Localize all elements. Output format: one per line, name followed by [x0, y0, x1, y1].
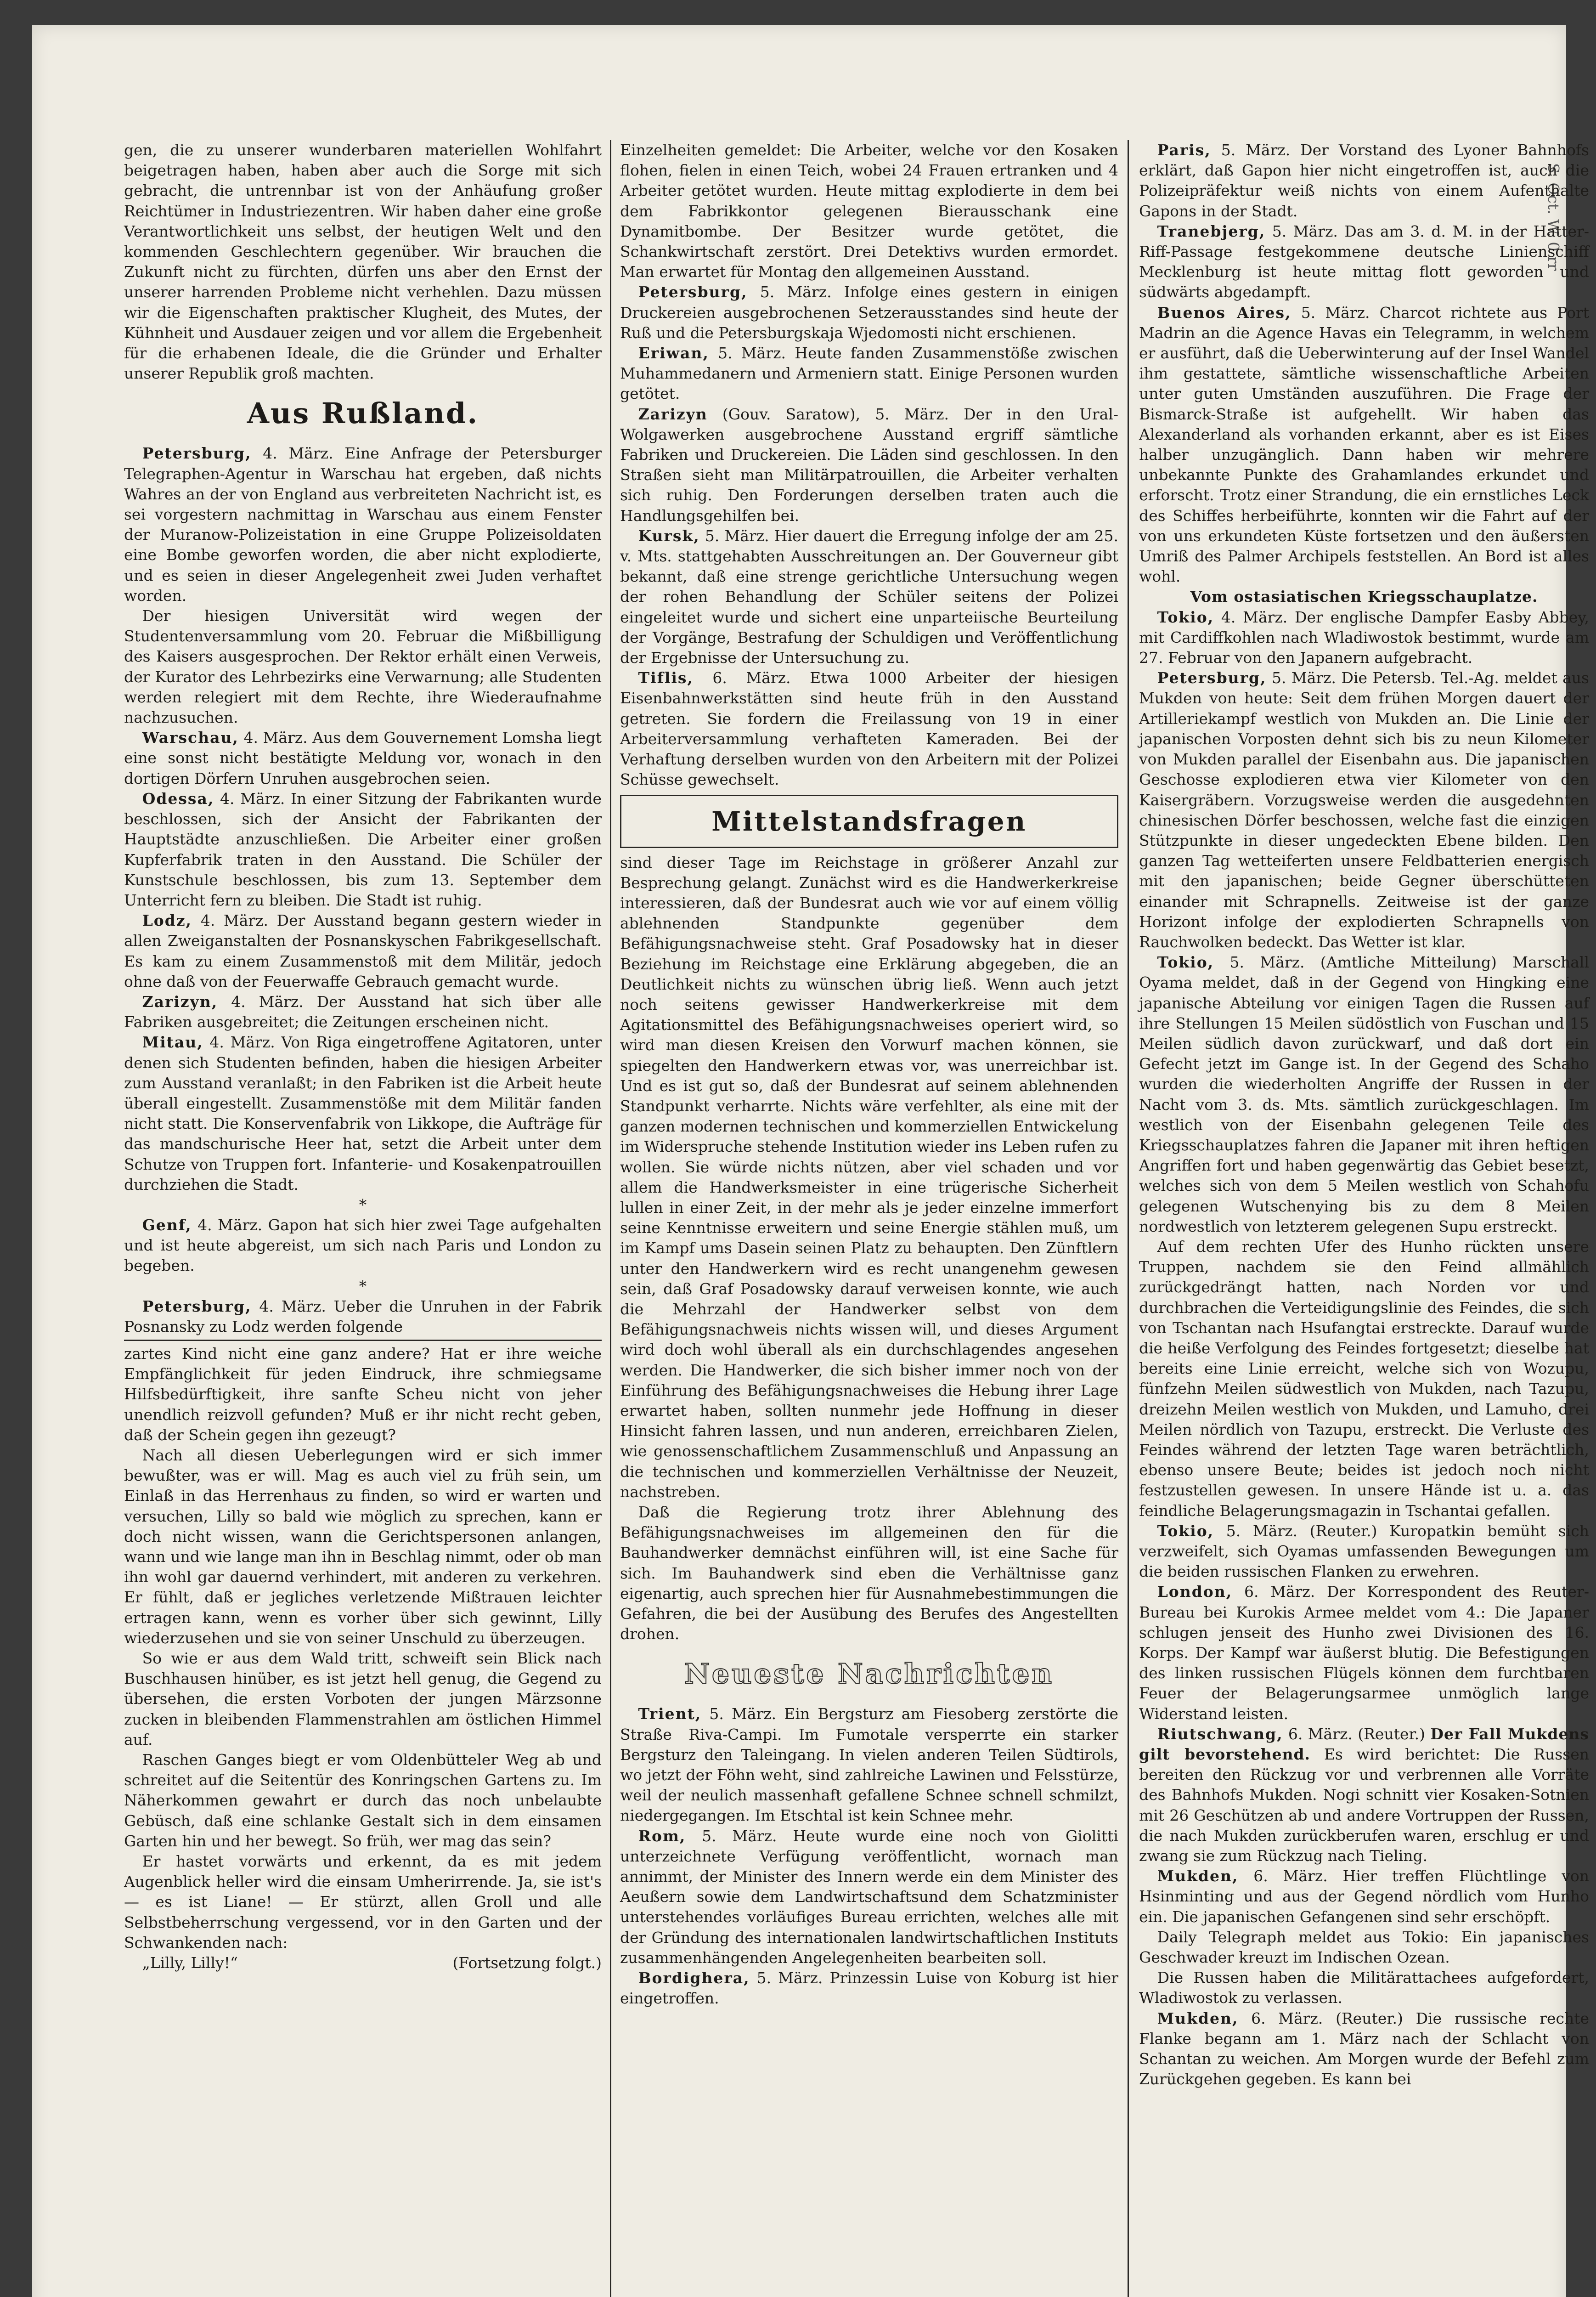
- dateline-place: Eriwan,: [638, 344, 709, 362]
- dateline-place: Tiflis,: [638, 669, 694, 687]
- dateline-place: Tokio,: [1157, 608, 1214, 626]
- dispatch: [620, 343, 1118, 404]
- dispatch-text: 4. März. Aus dem Gouvernement Lomsha liegt eine sonst nicht bestätigte Meldung vor, wonach in den dortigen Dörfern Unruhen ausgebrochen seien.: [124, 729, 602, 787]
- dateline-place: Buenos Aires,: [1157, 303, 1291, 322]
- dispatch: [124, 992, 602, 1032]
- paragraph: Der hiesigen Universität wird wegen der Studentenversammlung vom 20. Februar die Mißbilligung des Kaisers ausgesprochen. Der Rektor erhält einen Verweis, der Kurator des Lehrbezirks eine Verwarnung; alle Studenten werden relegiert mit dem Rechte, ihre Wiederaufnahme nachzusuchen.: [124, 607, 602, 727]
- dispatch: [620, 282, 1118, 343]
- dispatch: [620, 526, 1118, 668]
- dispatch-text: (Gouv. Saratow), 5. März. Der in den Ural-Wolgawerken ausgebrochene Ausstand ergriff sämtliche Fabriken und Druckereien. Die Läden sind geschlossen. In den Straßen sieht man Militärpatrouillen, die Arbeiter verhalten sich ruhig. Den Forderungen derselben traten auch die Handlungsgehilfen bei.: [620, 405, 1118, 525]
- dispatch: [620, 668, 1118, 790]
- section-separator-star: *: [359, 1277, 367, 1295]
- dispatch-text: 5. März. Ein Bergsturz am Fiesoberg zerstörte die Straße Riva-Campi. Im Fumotale versperrte ein starker Bergsturz den Taleingang. In vielen anderen Teilen Südtirols, wo jetzt der Föhn weht, sind zahlreiche Lawinen und Felsstürze, weil der neulich massenhaft gefallene Schnee schnell schmilzt, niedergegangen. Im Etschtal ist kein Schnee mehr.: [620, 1705, 1118, 1825]
- dispatch: [620, 1968, 1118, 2008]
- subheading-war-theatre: Vom ostasiatischen Kriegsschauplatze.: [1190, 588, 1538, 606]
- dispatch-text: 5. März. Der Vorstand des Lyoner Bahnhofs erklärt, daß Gapon hier nicht eingetroffen ist, auch die Polizeipräfektur weiß nichts von einem Aufenthalte Gapons in der Stadt.: [1139, 141, 1589, 220]
- closing-quote: „Lilly, Lilly!“: [142, 1954, 238, 1972]
- dispatch-text: 5. März. Hier dauert die Erregung infolge der am 25. v. Mts. stattgehabten Ausschreitungen an. Der Gouverneur gibt bekannt, daß eine strenge gerichtliche Untersuchung wegen der rohen Behandlung der Schüler seitens der Polizei eingeleitet wurde und sichert eine unparteiische Beurteilung der Vorgänge, Bestrafung der Schuldigen und Veröffentlichung der Ergebnisse der Untersuchung zu.: [620, 526, 1118, 667]
- dispatch-text: 4. März. Ueber die Unruhen in der Fabrik Posnansky zu Lodz werden folgende: [124, 1297, 602, 1335]
- paragraph: Auf dem rechten Ufer des Hunho rückten unsere Truppen, nachdem sie den Feind allmählich zurückgedrängt hatten, nach Norden vor und durchbrachen die Verteidigungslinie des Feindes, die sich von Tschantan nach Hsufangtai erstreckte. Darauf wurde die heiße Verfolgung des Feindes fortgesetzt; dieselbe hat bereits eine Linie erreicht, welche sich von Wozupu, fünfzehn Meilen südwestlich von Mukden, nach Tazupu, dreizehn Meilen westlich von Mukden, und Lamuho, drei Meilen nördlich von Tazupu, erstreckt. Die Verluste des Feindes während der letzten Tage waren beträchtlich, ebenso unsere Beute; beides ist jedoch noch nicht festzustellen gewesen. In unsere Hände ist u. a. das feindliche Belagerungsmagazin in Tschantai gefallen.: [1139, 1237, 1589, 1520]
- dateline-place: Paris,: [1157, 141, 1211, 159]
- dateline-place: Kursk,: [638, 526, 700, 545]
- dispatch-text: 4. März. Der Ausstand hat sich über alle Fabriken ausgebreitet; die Zeitungen erscheinen nicht.: [124, 992, 602, 1031]
- dispatch: [1139, 2008, 1589, 2090]
- dispatch: [1139, 140, 1589, 221]
- feuilleton-paragraph: Nach all diesen Ueberlegungen wird er sich immer bewußter, was er will. Mag es auch viel zu früh sein, um Einlaß in das Herrenhaus zu finden, so wird er warten und versuchen, Lilly so bald wie möglich zu sprechen, kann er doch nicht wissen, wann die Gerichtspersonen anlangen, wann und wie lange man ihn in Beschlag nimmt, oder ob man ihn wohl gar dauernd verhindert, mit anderen zu verkehren. Er fühlt, daß er jegliches verletzende Mißtrauen leichter ertragen kann, wenn es vorher über sich gewinnt, Lilly wiederzusehen und sie von seiner Unschuld zu überzeugen.: [124, 1446, 602, 1647]
- dispatch: [1139, 303, 1589, 587]
- dateline-place: Mitau,: [142, 1033, 203, 1052]
- dispatch: [124, 911, 602, 992]
- feuilleton-paragraph: zartes Kind nicht eine ganz andere? Hat er ihre weiche Empfänglichkeit für jeden Eindruck, ihre schmiegsame Hilfsbedürftigkeit, ihre sanfte Scheu nicht von jeher unendlich reizvoll gefunden? Muß er ihr nicht recht geben, daß der Schein gegen ihn gezeugt?: [124, 1344, 602, 1444]
- section-separator-star: *: [359, 1195, 367, 1214]
- dispatch-text: 4. März. Der englische Dampfer Easby Abbey, mit Cardiffkohlen nach Wladiwostok bestimmt, wurde am 27. Februar von den Japanern aufgebracht.: [1139, 608, 1589, 667]
- dispatch: [1139, 1866, 1589, 1927]
- dispatch: [620, 1704, 1118, 1826]
- column-divider: [610, 140, 611, 2297]
- dispatch: [124, 443, 602, 606]
- dateline-place: Genf,: [142, 1216, 192, 1234]
- dispatch: [124, 789, 602, 911]
- dispatch: [1139, 1521, 1589, 1582]
- dispatch-text: 5. März. Charcot richtete aus Port Madrin an die Agence Havas ein Telegramm, in welchem er ausführt, daß die Ueberwinterung auf der Insel Wandel ihm gestattete, sämtliche wissenschaftliche Arbeiten unter guten Umständen auszuführen. Die Frage der Bismarck-Straße ist aufgehellt. Wir haben das Alexanderland als vorhanden erkannt, aber es ist Eises halber unzugänglich. Dann haben wir mehrere unbekannte Punkte des Grahamlandes erkundet und erforscht. Trotz einer Strandung, die ein ernstliches Leck des Schiffes herbeiführte, konnten wir die Fahrt auf der von uns erkundeten Küste fortsetzen und den äußersten Umriß des Palmer Archipels feststellen. An Bord ist alles wohl.: [1139, 303, 1590, 586]
- dispatch: [124, 1296, 602, 1337]
- dateline-place: Petersburg,: [1157, 669, 1267, 687]
- outlined-heading-latest-news: Neueste Nachrichten: [684, 1658, 1054, 1691]
- dispatch: [1139, 607, 1589, 668]
- article-continuation: Einzelheiten gemeldet: Die Arbeiter, welche vor den Kosaken flohen, fielen in einen Teich, wobei 24 Frauen ertranken und 4 Arbeiter getötet wurden. Heute mittag explodierte in dem bei dem Fabrikkontor gelegenen Bierausschank eine Dynamitbombe. Der Besitzer wurde getötet, die Schankwirtschaft zerstört. Drei Detektivs wurden ermordet. Man erwartet für Montag den allgemeinen Ausstand.: [620, 141, 1118, 281]
- to-be-continued-note: (Fortsetzung folgt.): [452, 1954, 602, 1972]
- paragraph: Daß die Regierung trotz ihrer Ablehnung des Befähigungsnachweises im allgemeinen den für die Bauhandwerker demnächst einführen will, ist eine Sache für sich. Im Bauhandwerk sind eben die Verhältnisse ganz eigenartig, auch sprechen hier für Ausnahmebestimmungen die Gefahren, die bei der Ausübung des Berufes des Angestellten drohen.: [620, 1503, 1118, 1643]
- dateline-place: Mukden,: [1157, 2009, 1239, 2027]
- dateline-place: Petersburg,: [142, 1297, 252, 1315]
- dateline-place: Tokio,: [1157, 1522, 1214, 1540]
- paragraph: Daily Telegraph meldet aus Tokio: Ein japanisches Geschwader kreuzt im Indischen Ozean.: [1139, 1928, 1589, 1967]
- feuilleton-paragraph: Er hastet vorwärts und erkennt, da es mit jedem Augenblick heller wird die einsam Umherirrende. Ja, sie ist's — es ist Liane! — Er stürzt, allen Groll und alle Selbstbeherrschung vergessend, vor in den Garten und der Schwankenden nach:: [124, 1852, 602, 1952]
- dispatch-text: 6. März. Der Korrespondent des Reuter-Bureau bei Kurokis Armee meldet vom 4.: Die Japaner schlugen jenseit des Hunho zwei Divisionen des 16. Korps. Der Kampf war äußerst blutig. Die Befestigungen des linken russischen Flügels können dem furchtbaren Feuer der Belagerungsarmee unmöglich lange Widerstand leisten.: [1139, 1583, 1589, 1723]
- dateline-place: Riutschwang,: [1157, 1725, 1283, 1743]
- dispatch: [1139, 668, 1589, 952]
- dispatch-text: 4. März. In einer Sitzung der Fabrikanten wurde beschlossen, sich der Ansicht der Fabrikanten der Hauptstädte anzuschließen. Die Arbeiter einer großen Kupferfabrik traten in den Ausstand. Die Schüler der Kunstschule beschlossen, bis zum 13. September dem Unterricht fern zu bleiben. Die Stadt ist ruhig.: [124, 789, 602, 909]
- dispatch: [620, 1826, 1118, 1968]
- column-2: [620, 140, 1118, 2297]
- dispatch-text: 6. März. (Reuter.): [1283, 1725, 1431, 1743]
- dispatch: [1139, 1582, 1589, 1724]
- section-heading-russia: Aus Rußland.: [247, 396, 479, 430]
- dateline-place: Bordighera,: [638, 1969, 750, 1987]
- adjacent-page-edge-text: S. Oct. W. 0 rr: [1545, 163, 1562, 271]
- dispatch-text: 5. März. (Amtliche Mitteilung) Marschall Oyama meldet, daß in der Gegend von Hingking eine japanische Abteilung vor einigen Tagen die Russen auf ihre Stellungen 15 Meilen südöstlich von Fuschan und 15 Meilen südlich davon zurückwarf, und daß dort ein Gefecht jetzt im Gange ist. In der Gegend des Schaho wurden die wiederholten Angriffe der Russen in der Nacht vom 3. ds. Mts. sämtlich zurückgeschlagen. Im westlich von der Eisenbahn gelegenen Teile des Kriegsschauplatzes fahren die Japaner mit ihren heftigen Angriffen fort und haben gegenwärtig das Gebiet besetzt, welches sich von dem 5 Meilen westlich von Schahofu gelegenen Wutschenying bis zu dem 8 Meilen nordwestlich von letzterem gelegenen Supu erstreckt.: [1139, 953, 1589, 1235]
- dispatch-text: 5. März. Die Petersb. Tel.-Ag. meldet aus Mukden von heute: Seit dem frühen Morgen dauert der Artilleriekampf westlich von Mukden an. Die Linie der japanischen Vorposten dehnt sich bis zu neun Kilometer von Mukden parallel der Eisenbahn aus. Die japanischen Geschosse explodieren etwa vier Kilometer von den Kaisergräbern. Vorzugsweise werden die ausgedehnten chinesischen Dörfer beschossen, welche fast die einzigen Stützpunkte in dieser ungedeckten Ebene bilden. Den ganzen Tag wetteiferten unsere Feldbatterien energisch mit den japanischen; beide Gegner überschütteten einander mit Schrapnells. Zeitweise ist der ganze Horizont infolge der explodierten Schrapnells von Rauchwolken bedeckt. Das Wetter ist klar.: [1139, 669, 1589, 951]
- feuilleton-closing-line: [124, 1953, 602, 1973]
- dateline-place: Rom,: [638, 1827, 686, 1845]
- dateline-place: Odessa,: [142, 789, 214, 808]
- dateline-place: Petersburg,: [142, 444, 252, 463]
- dateline-place: Lodz,: [142, 911, 192, 930]
- feuilleton-paragraph: Raschen Ganges biegt er vom Oldenbütteler Weg ab und schreitet auf die Seitentür des Konringschen Gartens zu. Im Näherkommen gewahrt er durch das noch unbelaubte Gebüsch, daß eine schlanke Gestalt sich in dem einsamen Garten hin und her bewegt. So früh, wer mag das sein?: [124, 1751, 602, 1850]
- feuilleton-divider: [124, 1340, 602, 1341]
- dispatch-text: 5. März. (Reuter.) Kuropatkin bemüht sich verzweifelt, sich Oyamas umfassenden Bewegungen um die beiden russischen Flanken zu erwehren.: [1139, 1522, 1589, 1581]
- dispatch-text: Es wird berichtet: Die Russen bereiten den Rückzug vor und verbrennen alle Vorräte des Bahnhofs Mukden. Nogi schnitt vier Kosaken-Sotnien mit 26 Geschützen ab und andere Vortruppen der Russen, die nach Mukden zurückberufen waren, erschlug er und zwang sie zum Rückzug nach Tieling.: [1139, 1745, 1590, 1865]
- dispatch-text: 4. März. Der Ausstand begann gestern wieder in allen Zweiganstalten der Posnanskyschen Fabrikgesellschaft. Es kam zu einem Zusammenstoß mit dem Militär, jedoch ohne daß von der Feuerwaffe Gebrauch gemacht wurde.: [124, 911, 602, 990]
- dispatch: [124, 1215, 602, 1276]
- headline-fall-of-mukden: Der Fall Mukdens gilt bevorstehend.: [1139, 1725, 1589, 1764]
- dateline-place: Warschau,: [142, 729, 239, 747]
- newspaper-page: [32, 25, 1590, 2297]
- dispatch-text: 6. März. (Reuter.) Die russische rechte Flanke begann am 1. März nach der Schlacht von Schantan zu weichen. Am Morgen wurde der Befehl zum Zurückgehen gegeben. Es kann bei: [1139, 2009, 1589, 2088]
- dispatch: [124, 728, 602, 789]
- dispatch-text: 4. März. Gapon hat sich hier zwei Tage aufgehalten und ist heute abgereist, um sich nach Paris und London zu begeben.: [124, 1216, 602, 1275]
- dispatch-text: 5. März. Infolge eines gestern in einigen Druckereien ausgebrochenen Setzerausstandes sind heute der Ruß und die Petersburgskaja Wjedomosti nicht erschienen.: [620, 283, 1118, 342]
- dateline-place: London,: [1157, 1583, 1233, 1601]
- feuilleton-paragraph: So wie er aus dem Wald tritt, schweift sein Blick nach Buschhausen hinüber, es ist jetzt hell genug, die Gegend zu übersehen, die ersten Vorboten der jungen Märzsonne zucken in bleibenden Flammenstrahlen am östlichen Himmel auf.: [124, 1649, 602, 1748]
- dispatch: [1139, 952, 1589, 1237]
- dispatch-text: 4. März. Von Riga eingetroffene Agitatoren, unter denen sich Studenten befinden, haben die hiesigen Arbeiter zum Ausstand veranlaßt; in den Fabriken ist die Arbeit heute überall eingestellt. Zusammenstöße mit dem Militär fanden nicht statt. Die Konservenfabrik von Likkope, die Aufträge für das mandschurische Heer hat, setzt die Arbeit unter dem Schutze von Truppen fort. Infanterie- und Kosakenpatrouillen durchziehen die Stadt.: [124, 1033, 602, 1194]
- article-continuation: gen, die zu unserer wunderbaren materiellen Wohlfahrt beigetragen haben, haben aber auch die Sorge mit sich gebracht, die untrennbar ist von der Anhäufung großer Reichtümer in Industriezentren. Wir haben daher eine große Verantwortlichkeit uns selbst, der heutigen Welt und den kommenden Geschlechtern gegenüber. Wir brauchen die Zukunft nicht zu fürchten, dürfen uns aber den Ernst der unserer harrenden Probleme nicht verhehlen. Dazu müssen wir die Eigenschaften praktischer Klugheit, des Mutes, der Kühnheit und Ausdauer zeigen und vor allem die Ergebenheit für die erhabenen Ideale, die die Gründer und Erhalter unserer Republik groß machten.: [124, 141, 602, 383]
- dispatch-text: 5. März. Heute wurde eine noch von Giolitti unterzeichnete Verfügung veröffentlicht, wornach man annimmt, der Minister des Innern werde ein dem Minister des Aeußern sowie dem Landwirtschaftsund dem Schatzminister unterstehendes vorläufiges Bureau errichten, welches alle mit der Gründung des internationalen landwirtschaftlichen Instituts zusammenhängenden Angelegenheiten bearbeiten soll.: [620, 1827, 1118, 1967]
- dispatch: [620, 404, 1118, 526]
- dateline-place: Tokio,: [1157, 953, 1214, 972]
- column-1: [124, 140, 602, 2297]
- dateline-place: Tranebjerg,: [1157, 222, 1266, 240]
- dispatch-text: 5. März. Prinzessin Luise von Koburg ist hier eingetroffen.: [620, 1969, 1118, 2008]
- dateline-place: Petersburg,: [638, 283, 748, 301]
- dateline-place: Zarizyn: [638, 405, 708, 423]
- dispatch-text: 6. März. Hier treffen Flüchtlinge von Hsinminting und aus der Gegend nördlich vom Hunho ein. Die japanischen Gefangenen sind sehr erschöpft.: [1139, 1867, 1589, 1926]
- dispatch: [1139, 221, 1589, 303]
- paragraph: Die Russen haben die Militärattachees aufgefordert, Wladiwostok zu verlassen.: [1139, 1969, 1589, 2007]
- dispatch-text: 6. März. Etwa 1000 Arbeiter der hiesigen Eisenbahnwerkstätten sind heute früh in den Ausstand getreten. Sie fordern die Freilassung von 19 in einer Arbeiterversammlung verhafteten Kameraden. Bei der Verhaftung derselben wurden von den Arbeitern mit der Polizei Schüsse gewechselt.: [620, 669, 1118, 789]
- dateline-place: Mukden,: [1157, 1867, 1239, 1885]
- dispatch: [1139, 1724, 1589, 1866]
- column-divider: [1128, 140, 1129, 2297]
- paragraph: sind dieser Tage im Reichstage in größerer Anzahl zur Besprechung gelangt. Zunächst wird es die Handwerkerkreise interessieren, daß der Bundesrat auch wie vor auf einem völlig ablehnenden Standpunkte gegenüber dem Befähigungsnachweise steht. Graf Posadowsky hat in dieser Beziehung im Reichstage eine Erklärung abgegeben, die an Deutlichkeit nichts zu wünschen übrig ließ. Wenn auch jetzt noch seitens gewisser Handwerkerkreise mit dem Agitationsmittel des Befähigungsnachweises operiert wird, so wird man diesen Kreisen den Vorwurf machen können, sie spiegelten den Handwerkern etwas vor, was unerreichbar ist. Und es ist gut so, daß der Bundesrat auf seinem ablehnenden Standpunkt verharrte. Nichts wäre verfehlter, als eine mit der ganzen modernen technischen und kommerziellen Entwickelung im Widerspruche stehende Institution wieder ins Leben rufen zu wollen. Sie würde nichts nützen, aber viel schaden und vor allem die Handwerksmeister in eine trügerische Sicherheit lullen in einer Zeit, in der mehr als je jeder einzelne immerfort seine Kenntnisse erweitern und seine Energie stählen muß, um im Kampf ums Dasein seinen Platz zu behaupten. Den Zünftlern unter den Handwerkern wird es recht unangenehm gewesen sein, daß Graf Posadowsky darauf verweisen konnte, wie auch die Mehrzahl der Handwerker selbst von dem Befähigungsnachweis nichts wissen will, und dieses Argument wird doch wohl überall als ein durchschlagendes angesehen werden. Die Handwerker, die sich bisher immer noch von der Einführung des Befähigungsnachweises die Hebung ihrer Lage erwartet haben, sollten nunmehr jede Hoffnung in dieser Hinsicht fahren lassen, und nun anderen, erreichbaren Zielen, wie genossenschaftlichem Zusammenschluß und Anpassung an die technischen und kommerziellen Verhältnisse der Neuzeit, nachstreben.: [620, 853, 1118, 1501]
- dispatch-text: 4. März. Eine Anfrage der Petersburger Telegraphen-Agentur in Warschau hat ergeben, daß nichts Wahres an der von England aus verbreiteten Nachricht ist, es sei vorgestern nachmittag in Warschau aus einem Fenster der Muranow-Polizeistation in eine Gruppe Polizeisoldaten eine Bombe geworfen worden, die aber nicht explodierte, und es seien in dieser Angelegenheit zwei Juden verhaftet worden.: [124, 444, 602, 605]
- dateline-place: Zarizyn,: [142, 992, 218, 1011]
- dispatch-text: 5. März. Heute fanden Zusammenstöße zwischen Muhammedanern und Armeniern statt. Einige Personen wurden getötet.: [620, 344, 1118, 403]
- boxed-heading-mittelstandsfragen: Mittelstandsfragen: [620, 795, 1118, 848]
- dispatch: [124, 1032, 602, 1195]
- column-3: [1139, 140, 1589, 2297]
- dateline-place: Trient,: [638, 1705, 702, 1723]
- dispatch-text: 5. März. Das am 3. d. M. in der Hatter-Riff-Passage festgekommene deutsche Linienschiff Mecklenburg ist heute mittag flott geworden und südwärts abgedampft.: [1139, 222, 1589, 301]
